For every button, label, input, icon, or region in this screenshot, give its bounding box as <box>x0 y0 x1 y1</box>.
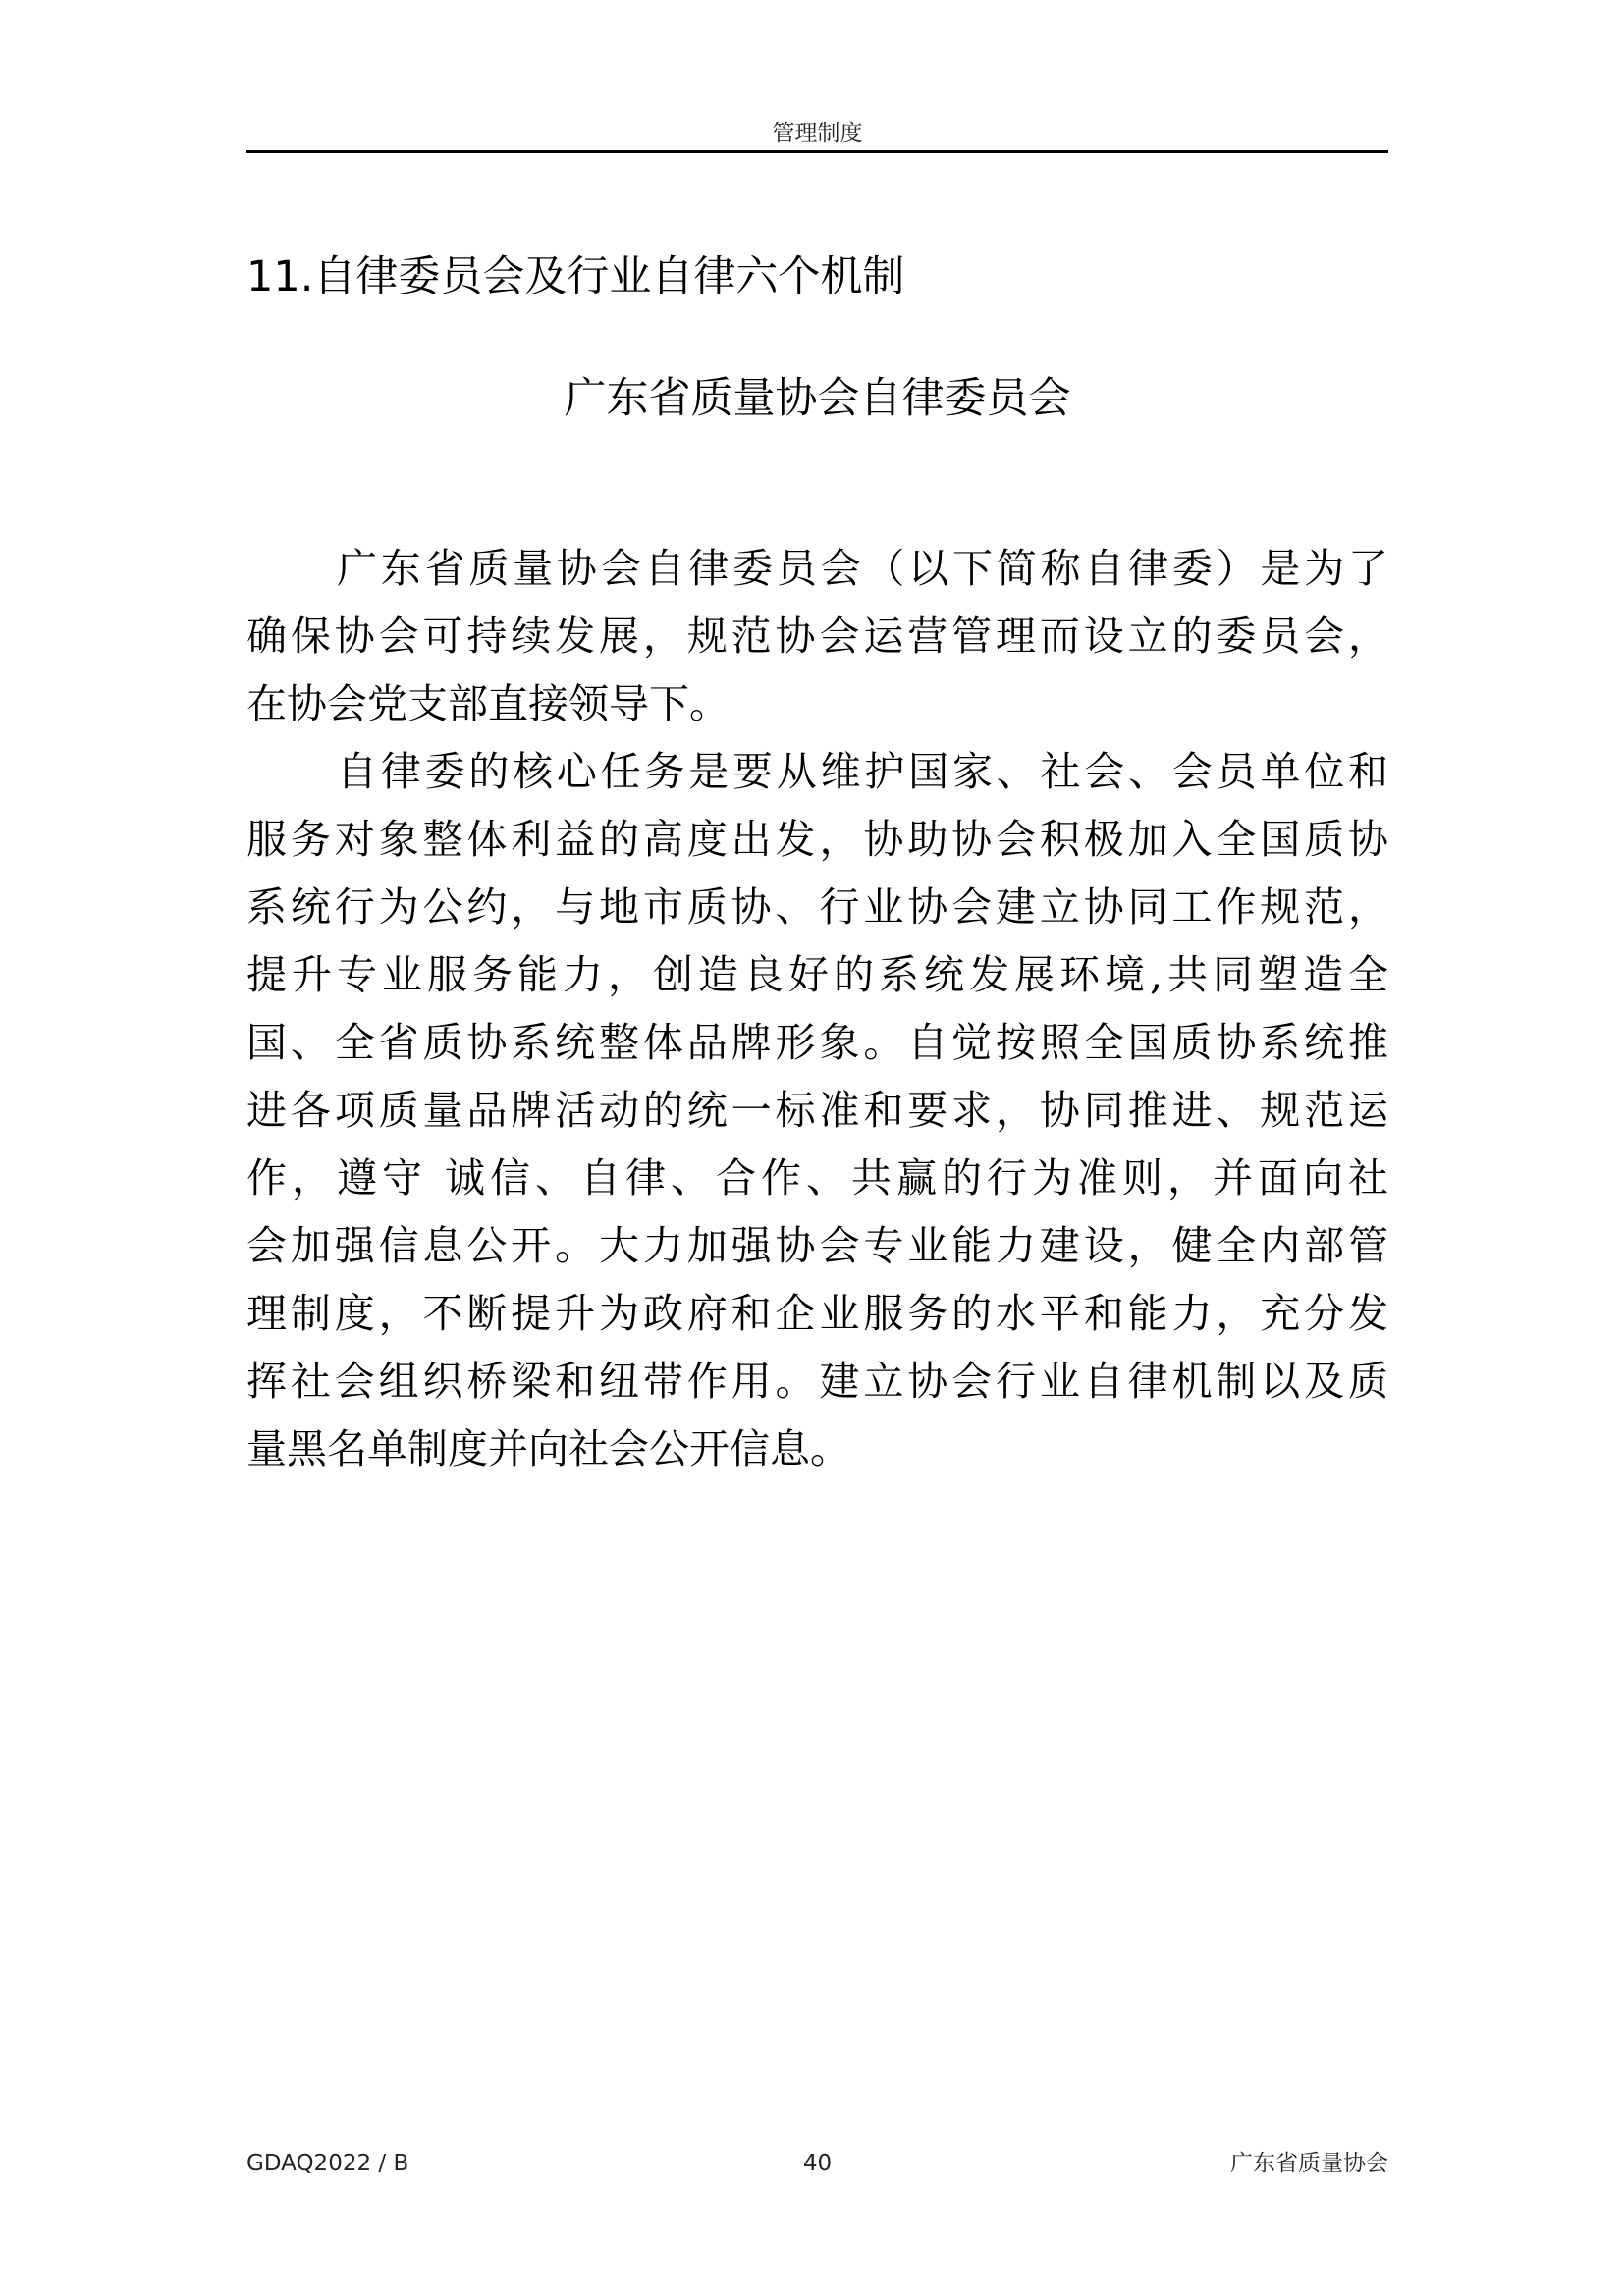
text-line: 会加强信息公开。大力加强协会专业能力建设，健全内部管 <box>246 1222 1388 1269</box>
body-text <box>246 535 1388 1483</box>
text-line: 挥社会组织桥梁和纽带作用。建立协会行业自律机制以及质 <box>246 1358 1388 1405</box>
paragraph-1 <box>246 535 1388 738</box>
text-line: 国、全省质协系统整体品牌形象。自觉按照全国质协系统推 <box>246 1019 1388 1066</box>
text-line: 作，遵守 诚信、自律、合作、共赢的行为准则，并面向社 <box>246 1154 1388 1201</box>
page-header-title: 管理制度 <box>772 121 863 146</box>
footer-doc-code: GDAQ2022 / B <box>246 2151 409 2176</box>
text-line: 确保协会可持续发展，规范协会运营管理而设立的委员会， <box>246 613 1388 660</box>
text-line: 提升专业服务能力，创造良好的系统发展环境,共同塑造全 <box>246 951 1388 998</box>
footer-organization: 广东省质量协会 <box>1230 2151 1388 2176</box>
text-line: 在协会党支部直接领导下。 <box>246 680 730 727</box>
document-title: 广东省质量协会自律委员会 <box>564 374 1071 423</box>
header-divider <box>246 150 1388 153</box>
page-footer <box>246 2146 1388 2181</box>
text-line: 进各项质量品牌活动的统一标准和要求，协同推进、规范运 <box>246 1087 1388 1134</box>
text-line: 系统行为公约，与地市质协、行业协会建立协同工作规范， <box>246 883 1388 931</box>
section-heading: 11.自律委员会及行业自律六个机制 <box>246 252 905 301</box>
text-line: 自律委的核心任务是要从维护国家、社会、会员单位和 <box>337 748 1388 795</box>
text-line: 量黑名单制度并向社会公开信息。 <box>246 1425 850 1472</box>
paragraph-2 <box>246 738 1388 1483</box>
text-line: 理制度，不断提升为政府和企业服务的水平和能力，充分发 <box>246 1290 1388 1337</box>
text-line: 广东省质量协会自律委员会（以下简称自律委）是为了 <box>337 545 1388 592</box>
text-line: 服务对象整体利益的高度出发，协助协会积极加入全国质协 <box>246 816 1388 863</box>
footer-page-number: 40 <box>802 2151 833 2176</box>
